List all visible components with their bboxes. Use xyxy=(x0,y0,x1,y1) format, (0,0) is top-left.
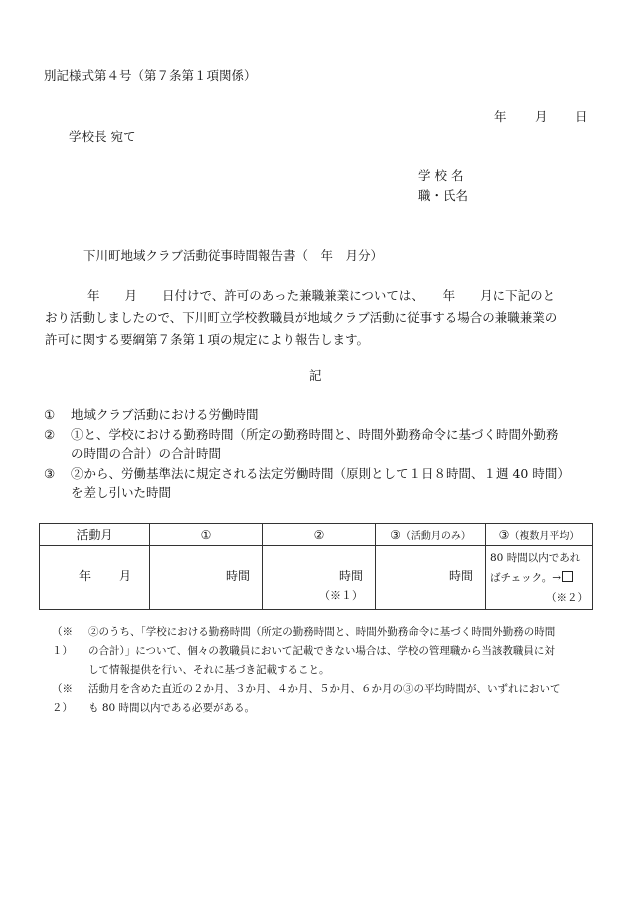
note-item xyxy=(52,680,592,718)
report-table xyxy=(39,523,593,610)
date-month: 月 xyxy=(535,109,548,124)
note-text: の合計）」について、個々の教職員において記載できない場合は、学校の管理職から当該教職員に対 xyxy=(88,645,555,657)
cell-col2-unit: 時間 xyxy=(338,569,363,583)
cell-col3[interactable] xyxy=(376,546,486,610)
header-col4-num: ③ xyxy=(498,528,510,542)
item-list xyxy=(44,405,604,503)
note-item xyxy=(52,623,592,680)
note-number: （※２） xyxy=(52,683,73,714)
cell-year: 年 xyxy=(79,569,92,583)
item-number: ③ xyxy=(44,465,56,481)
school-name-label: 学 校 名 xyxy=(418,168,464,183)
body-paragraph xyxy=(45,285,590,351)
notes xyxy=(52,623,592,718)
cell-month[interactable] xyxy=(40,546,150,610)
note-text: も 80 時間以内である必要がある。 xyxy=(88,702,256,714)
cell-col4-line1: 80 時間以内であれ xyxy=(490,552,581,564)
header-month: 活動月 xyxy=(40,524,150,546)
note-text: ②のうち、「学校における勤務時間（所定の勤務時間と、時間外勤務命令に基づく時間外勤務の時間 xyxy=(88,626,556,638)
header-col2: ② xyxy=(263,524,376,546)
name-label: 職・氏名 xyxy=(418,188,469,203)
item-text: 地域クラブ活動における労働時間 xyxy=(71,407,259,422)
cell-col1-unit: 時間 xyxy=(225,569,250,583)
header-col3 xyxy=(376,524,486,546)
body-line-3: 許可に関する要綱第７条第１項の規定により報告します。 xyxy=(45,332,370,347)
body-line-1: 年 月 日付けで、許可のあった兼職兼業については、 年 月に下記のと xyxy=(87,288,556,303)
date-year: 年 xyxy=(494,109,507,124)
checkbox[interactable] xyxy=(562,571,573,582)
cell-col2[interactable] xyxy=(263,546,376,610)
header-col4 xyxy=(486,524,593,546)
cell-col4-line2: ばチェック。→ xyxy=(490,572,562,584)
list-item xyxy=(44,425,604,464)
item-text: ①と、学校における勤務時間（所定の勤務時間と、時間外勤務命令に基づく時間外勤務 xyxy=(71,426,559,442)
header-col4-note: （複数月平均） xyxy=(509,531,580,542)
note-text: して情報提供を行い、それに基づき記載すること。 xyxy=(88,664,330,676)
table-header-row xyxy=(40,524,593,546)
body-line-2: おり活動しましたので、下川町立学校教職員が地域クラブ活動に従事する場合の兼職兼業の xyxy=(45,310,558,325)
header-col3-num: ③ xyxy=(390,528,401,542)
cell-col4 xyxy=(486,546,593,610)
item-text: を差し引いた時間 xyxy=(71,485,172,500)
cell-month-label: 月 xyxy=(119,569,132,583)
header-col3-note: （活動月のみ） xyxy=(400,531,471,542)
cell-col3-unit: 時間 xyxy=(448,569,473,583)
date-day: 日 xyxy=(575,109,588,124)
item-text: ②から、労働基準法に規定される法定労働時間（原則として１日８時間、１週 40 時間） xyxy=(71,465,570,481)
ki-heading: 記 xyxy=(309,368,322,383)
document-title: 下川町地域クラブ活動従事時間報告書（ 年 月分） xyxy=(83,248,384,263)
header-col1: ① xyxy=(150,524,263,546)
list-item xyxy=(44,464,604,503)
note-text: 活動月を含めた直近の２か月、３か月、４か月、５か月、６か月の③の平均時間が、いずれにおいて xyxy=(88,683,561,695)
addressee: 学校長 宛て xyxy=(69,129,136,144)
note-number: （※１） xyxy=(52,626,73,657)
table-row xyxy=(40,546,593,610)
list-item xyxy=(44,405,604,425)
item-text: の時間の合計）の合計時間 xyxy=(71,446,222,461)
form-number: 別記様式第４号（第７条第１項関係） xyxy=(44,68,257,83)
cell-col1[interactable] xyxy=(150,546,263,610)
item-number: ② xyxy=(44,426,56,442)
cell-col2-note: （※１） xyxy=(319,589,363,602)
cell-col4-note: （※２） xyxy=(546,592,588,604)
item-number: ① xyxy=(44,407,56,422)
